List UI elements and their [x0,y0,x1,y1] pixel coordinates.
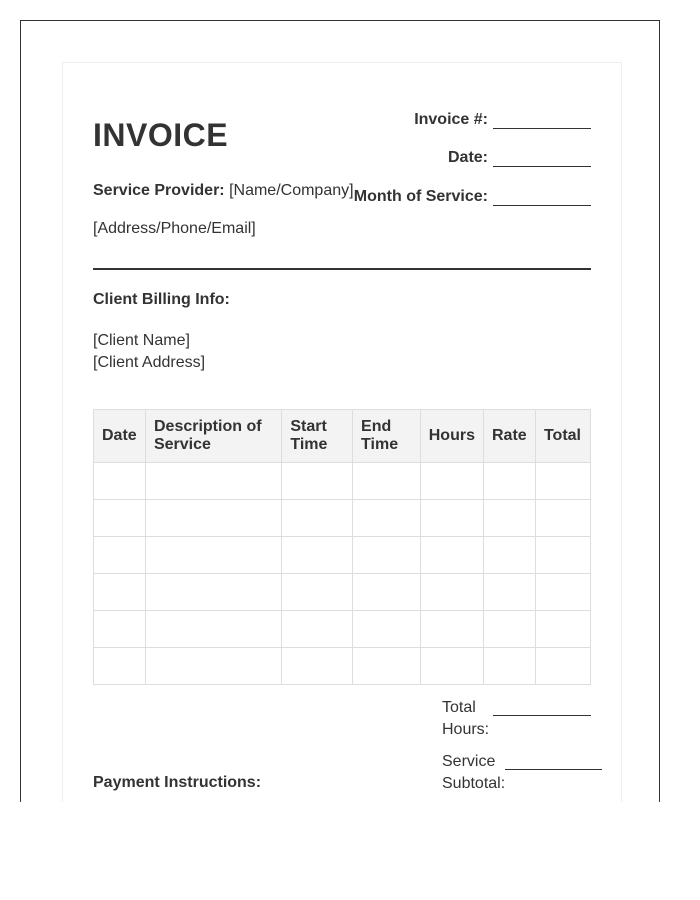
table-cell[interactable] [94,574,146,611]
table-cell[interactable] [353,537,421,574]
table-cell[interactable] [535,463,590,500]
table-cell[interactable] [420,500,483,537]
table-cell[interactable] [94,537,146,574]
table-cell[interactable] [483,463,535,500]
month-of-service-label: Month of Service: [353,188,488,205]
table-cell[interactable] [483,611,535,648]
payment-instructions-heading: Payment Instructions: [93,774,262,791]
table-cell[interactable] [535,537,590,574]
table-cell[interactable] [535,648,590,685]
invoice-title: INVOICE [93,117,229,153]
invoice-page [62,62,622,802]
table-cell[interactable] [282,611,353,648]
table-cell[interactable] [483,648,535,685]
table-cell[interactable] [145,648,281,685]
table-cell[interactable] [94,500,146,537]
table-cell[interactable] [94,463,146,500]
service-table [93,409,591,685]
client-billing-info [93,330,205,374]
table-cell[interactable] [145,463,281,500]
table-cell[interactable] [420,574,483,611]
table-row [94,537,591,574]
column-header-total: Total [535,410,590,463]
service-provider-value: [Name/Company] [229,182,354,199]
table-cell[interactable] [145,537,281,574]
month-of-service-row [354,188,591,206]
table-cell[interactable] [145,574,281,611]
table-row [94,611,591,648]
header-divider [93,268,591,270]
document-frame [20,20,660,802]
invoice-number-field[interactable] [493,112,591,129]
table-cell[interactable] [420,537,483,574]
provider-contact: [Address/Phone/Email] [93,220,256,237]
table-cell[interactable] [420,611,483,648]
column-header-end-time: End Time [353,410,421,463]
client-billing-heading: Client Billing Info: [93,291,230,308]
table-row [94,500,591,537]
table-cell[interactable] [483,500,535,537]
table-row [94,648,591,685]
table-header-row [94,410,591,463]
table-cell[interactable] [282,648,353,685]
date-field[interactable] [493,150,591,167]
table-cell[interactable] [420,648,483,685]
table-cell[interactable] [282,500,353,537]
column-header-hours: Hours [420,410,483,463]
table-cell[interactable] [145,500,281,537]
table-cell[interactable] [94,648,146,685]
table-cell[interactable] [145,611,281,648]
invoice-number-row [414,111,591,129]
month-of-service-field[interactable] [493,189,591,206]
service-subtotal-label: Service Subtotal: [442,753,506,792]
table-cell[interactable] [282,463,353,500]
table-cell[interactable] [420,463,483,500]
total-hours-label: Total Hours: [442,699,490,738]
table-row [94,463,591,500]
service-subtotal-field[interactable] [505,769,602,770]
table-cell[interactable] [353,463,421,500]
table-cell[interactable] [535,611,590,648]
table-cell[interactable] [535,500,590,537]
total-hours-field[interactable] [493,715,591,716]
table-body [94,463,591,685]
table-cell[interactable] [353,574,421,611]
client-name: [Client Name] [93,332,190,349]
table-cell[interactable] [353,611,421,648]
column-header-start-time: Start Time [282,410,353,463]
service-provider-row [93,182,354,200]
client-address: [Client Address] [93,354,206,371]
table-cell[interactable] [353,648,421,685]
invoice-number-label: Invoice #: [414,111,488,128]
table-cell[interactable] [483,537,535,574]
table-row [94,574,591,611]
table-cell[interactable] [94,611,146,648]
table-cell[interactable] [282,574,353,611]
column-header-rate: Rate [483,410,535,463]
table-cell[interactable] [353,500,421,537]
table-cell[interactable] [282,537,353,574]
column-header-description: Description of Service [145,410,281,463]
column-header-date: Date [94,410,146,463]
date-label: Date: [447,149,488,166]
date-row [448,149,591,167]
table-cell[interactable] [483,574,535,611]
service-provider-label: Service Provider: [93,182,225,199]
table-cell[interactable] [535,574,590,611]
